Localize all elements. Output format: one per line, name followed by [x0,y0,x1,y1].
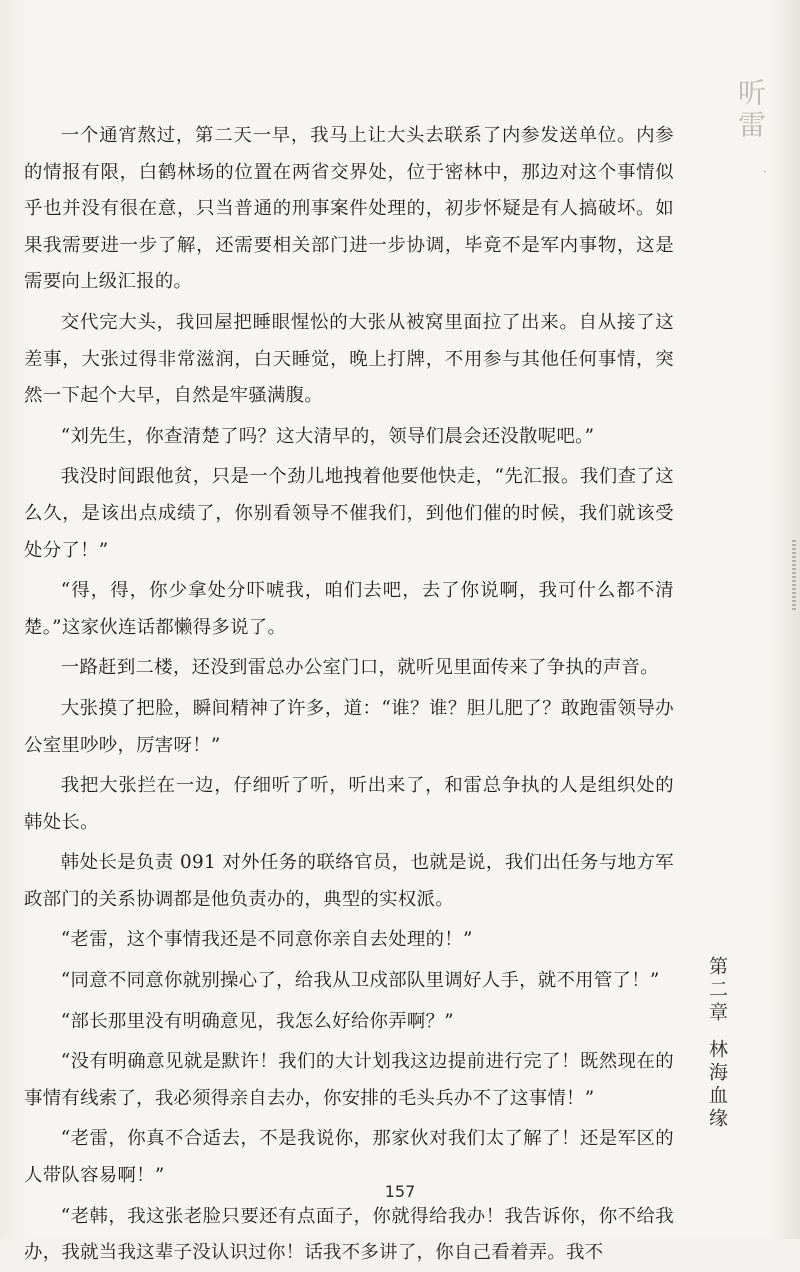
paragraph: 我把大张拦在一边，仔细听了听，听出来了，和雷总争执的人是组织处的韩处长。 [24,775,674,833]
paragraph: 我没时间跟他贫，只是一个劲儿地拽着他要他快走，“先汇报。我们查了这么久，是该出点成绩了，你别看领导不催我们，到他们催的时候，我们就该受处分了！” [24,466,674,561]
page-number: 157 [384,1182,416,1201]
paragraph: 交代完大头，我回屋把睡眼惺忪的大张从被窝里面拉了出来。自从接了这差事，大张过得非常滋润，白天睡觉，晚上打牌，不用参与其他任何事情，突然一下起个大早，自然是牢骚满腹。 [24,311,674,407]
paragraph: “部长那里没有明确意见，我怎么好给你弄啊？” [60,1010,455,1032]
paragraph: “老雷，你真不合适去，不是我说你，那家伙对我们太了解了！还是军区的人带队容易啊！” [24,1128,674,1187]
paragraph: 大张摸了把脸，瞬间精神了许多，道：“谁？谁？胆儿肥了？敢跑雷领导办公室里吵吵，厉害呀！” [24,697,674,756]
paragraph: “老雷，这个事情我还是不同意你亲自去处理的！” [60,929,473,951]
paragraph: “同意不同意你就别操心了，给我从卫戍部队里调好人手，就不用管了！” [60,970,660,992]
paragraph: “没有明确意见就是默许！我们的大计划我这边提前进行完了！既然现在的事情有线索了，我必须得亲自去办，你安排的毛头兵办不了这事情！” [24,1051,674,1109]
paragraph: “得，得，你少拿处分吓唬我，咱们去吧，去了你说啊，我可什么都不清楚。”这家伙连话都懒得多说了。 [24,580,674,638]
chapter-number: 第二章 [706,956,728,1025]
paragraph: “刘先生，你查清楚了吗？这大清早的，领导们晨会还没散呢吧。” [60,425,595,447]
chapter-title: 林海血缘 [706,1039,728,1131]
paragraph: “老韩，我这张老脸只要还有点面子，你就得给我办！我告诉你，你不给我办，我就当我这辈子没认识过你！话我不多讲了，你自己看着弄。我不 [24,1205,674,1264]
paragraph: 一个通宵熬过，第二天一早，我马上让大头去联系了内参发送单位。内参的情报有限，白鹤林场的位置在两省交界处，位于密林中，那边对这个事情似乎也并没有很在意，只当普通的刑事案件处理的，初步怀疑是有人搞破坏。如果我需要进一步了解，还需要相关部门进一步协调，毕竟不是军内事物，这是需要向上级汇报的。 [24,125,674,293]
running-title: 听雷 [734,78,767,142]
body-text [24,118,674,1272]
running-title-mark: · [763,165,767,179]
paragraph: 一路赶到二楼，还没到雷总办公室门口，就听见里面传来了争执的声音。 [60,657,659,679]
paragraph: 韩处长是负责 091 对外任务的联络官员，也就是说，我们出任务与地方军政部门的关系协调都是他负责办的，典型的实权派。 [24,852,674,910]
chapter-marker [704,956,731,1131]
page-edge-marks [792,540,796,610]
